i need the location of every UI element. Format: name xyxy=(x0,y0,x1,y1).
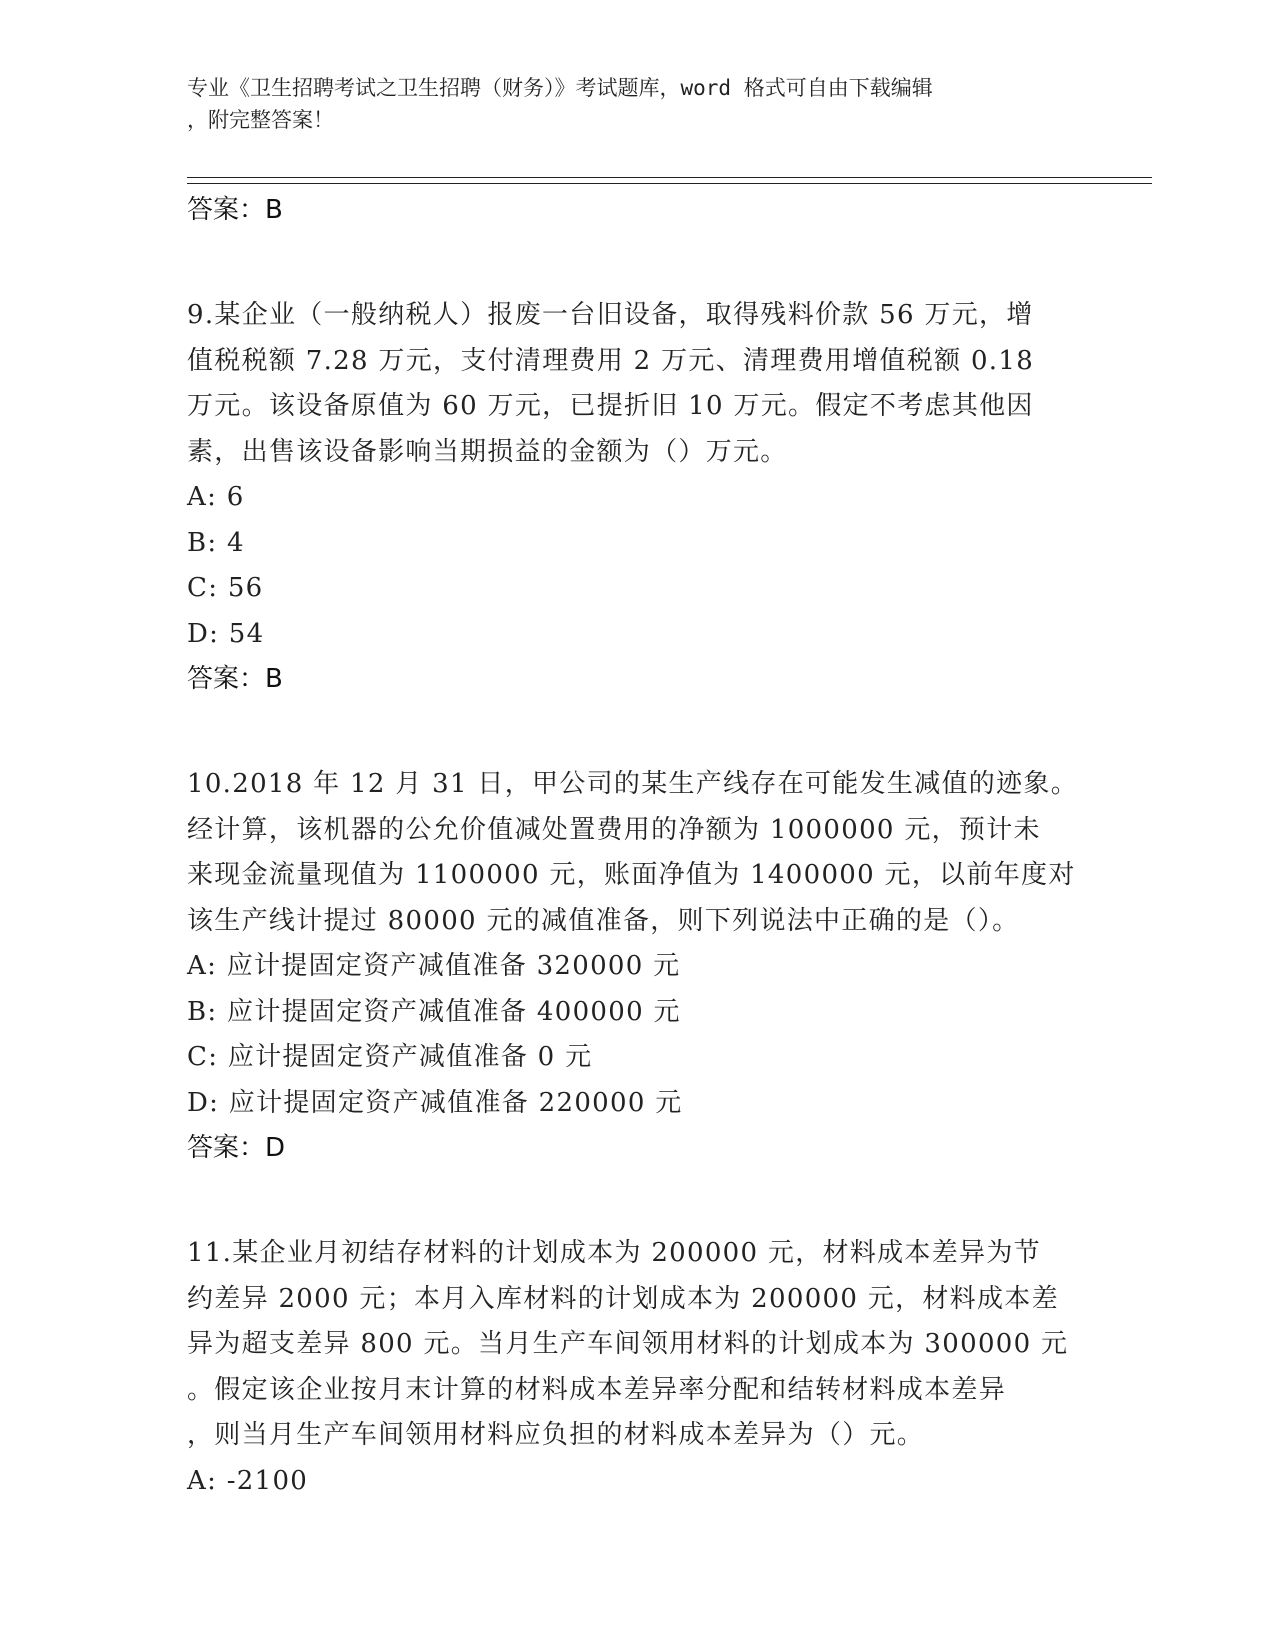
question-11-line-1: 11.某企业月初结存材料的计划成本为 200000 元，材料成本差异为节 xyxy=(187,1238,1041,1268)
question-list xyxy=(187,188,1087,1504)
question-10-option-a: A: 应计提固定资产减值准备 320000 元 xyxy=(187,951,681,981)
question-9-line-2: 值税税额 7.28 万元，支付清理费用 2 万元、清理费用增值税额 0.18 xyxy=(187,345,1035,376)
question-11-option-a: A: -2100 xyxy=(187,1465,309,1496)
question-10-line-2: 经计算，该机器的公允价值减处置费用的净额为 1000000 元，预计未 xyxy=(187,814,1041,845)
question-11-line-2: 约差异 2000 元；本月入库材料的计划成本为 200000 元，材料成本差 xyxy=(187,1283,1059,1314)
header-rule-bottom xyxy=(187,183,1152,184)
question-9-option-c: C: 56 xyxy=(187,573,264,603)
question-10 xyxy=(187,762,1087,1171)
question-9-option-d: D: 54 xyxy=(187,618,265,649)
spacer xyxy=(187,702,1087,762)
question-9-line-3: 万元。该设备原值为 60 万元，已提折旧 10 万元。假定不考虑其他因 xyxy=(187,391,1034,421)
header-line-1: 专业《卫生招聘考试之卫生招聘（财务）》考试题库，word 格式可自由下载编辑 xyxy=(187,76,933,100)
question-9-line-1: 9.某企业（一般纳税人）报废一台旧设备，取得残料价款 56 万元，增 xyxy=(187,300,1034,330)
header-line-2: ，附完整答案！ xyxy=(187,108,334,132)
answer-previous: 答案：B xyxy=(187,195,283,225)
spacer xyxy=(187,233,1087,293)
question-10-line-4: 该生产线计提过 80000 元的减值准备，则下列说法中正确的是（）。 xyxy=(187,905,1020,936)
page-header xyxy=(187,72,1067,136)
header-rule-top xyxy=(187,177,1152,178)
spacer xyxy=(187,1171,1087,1231)
question-10-line-1: 10.2018 年 12 月 31 日，甲公司的某生产线存在可能发生减值的迹象。 xyxy=(187,769,1079,799)
question-10-line-3: 来现金流量现值为 1100000 元，账面净值为 1400000 元，以前年度对 xyxy=(187,860,1076,890)
question-11-line-5: ，则当月生产车间领用材料应负担的材料成本差异为（）元。 xyxy=(187,1420,925,1450)
question-10-option-c: C: 应计提固定资产减值准备 0 元 xyxy=(187,1042,593,1072)
question-9 xyxy=(187,293,1087,702)
question-11-line-4: 。假定该企业按月末计算的材料成本差异率分配和结转材料成本差异 xyxy=(187,1374,1007,1405)
question-9-answer: 答案：B xyxy=(187,664,283,694)
question-11 xyxy=(187,1231,1087,1504)
question-10-option-b: B: 应计提固定资产减值准备 400000 元 xyxy=(187,996,681,1027)
question-9-option-b: B: 4 xyxy=(187,527,245,558)
question-10-option-d: D: 应计提固定资产减值准备 220000 元 xyxy=(187,1087,683,1118)
question-11-line-3: 异为超支差异 800 元。当月生产车间领用材料的计划成本为 300000 元 xyxy=(187,1329,1069,1359)
question-10-answer: 答案：D xyxy=(187,1133,286,1163)
question-9-line-4: 素，出售该设备影响当期损益的金额为（）万元。 xyxy=(187,436,788,467)
question-9-option-a: A: 6 xyxy=(187,482,245,512)
